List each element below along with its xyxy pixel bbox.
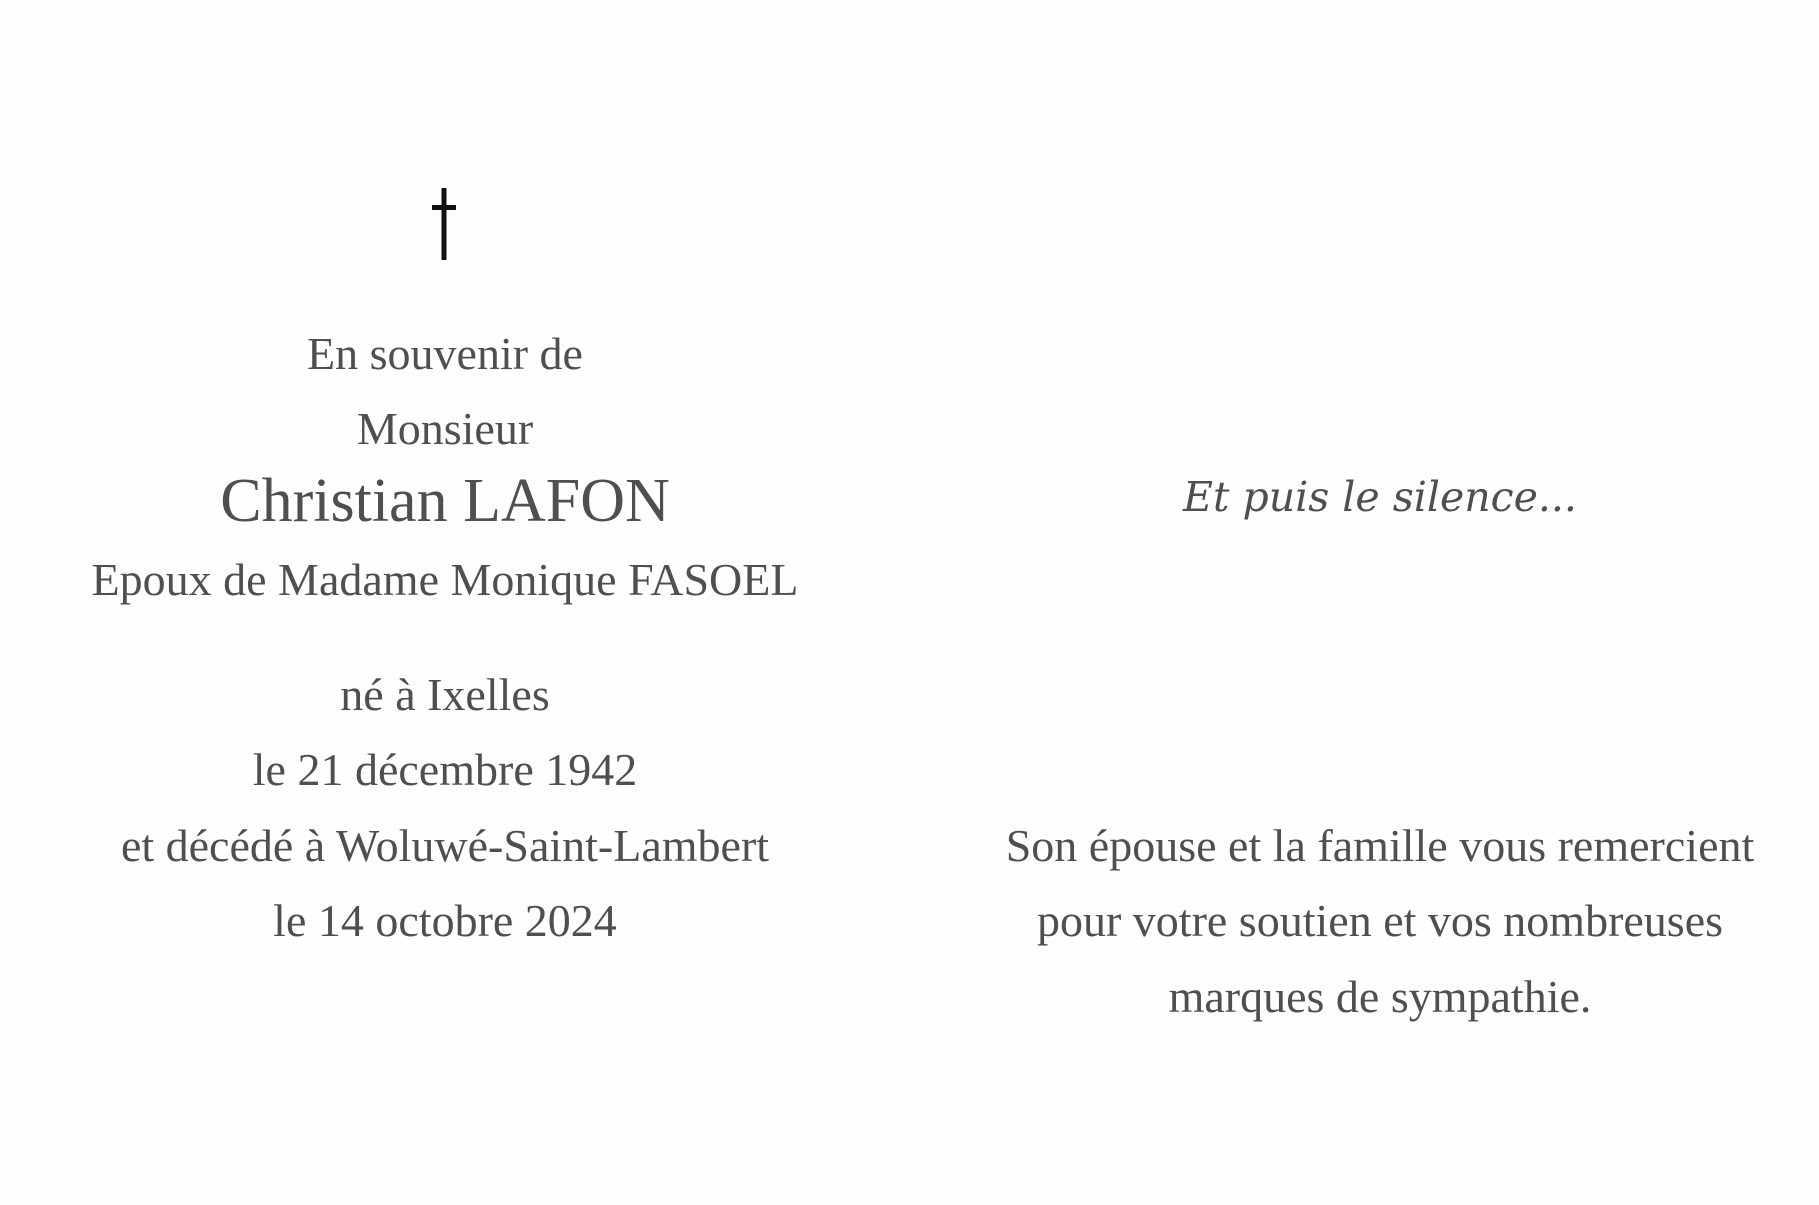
cross-icon [432,188,456,260]
death-date: le 14 octobre 2024 [273,895,617,946]
spouse-text: Epoux de Madame Monique FASOEL [91,554,799,605]
birth-date: le 21 décembre 1942 [252,744,638,795]
birth-place: né à Ixelles [340,669,550,720]
intro-text: En souvenir de [307,328,583,379]
thanks-line-2: pour votre soutien et vos nombreuses [1036,895,1724,946]
death-place: et décédé à Woluwé-Saint-Lambert [120,820,770,871]
quote-text: Et puis le silence... [1183,473,1577,521]
honorific-text: Monsieur [356,403,534,454]
thanks-line-3: marques de sympathie. [1168,971,1592,1022]
deceased-name: Christian LAFON [220,467,670,535]
thanks-line-1: Son épouse et la famille vous remercient [1005,820,1755,871]
